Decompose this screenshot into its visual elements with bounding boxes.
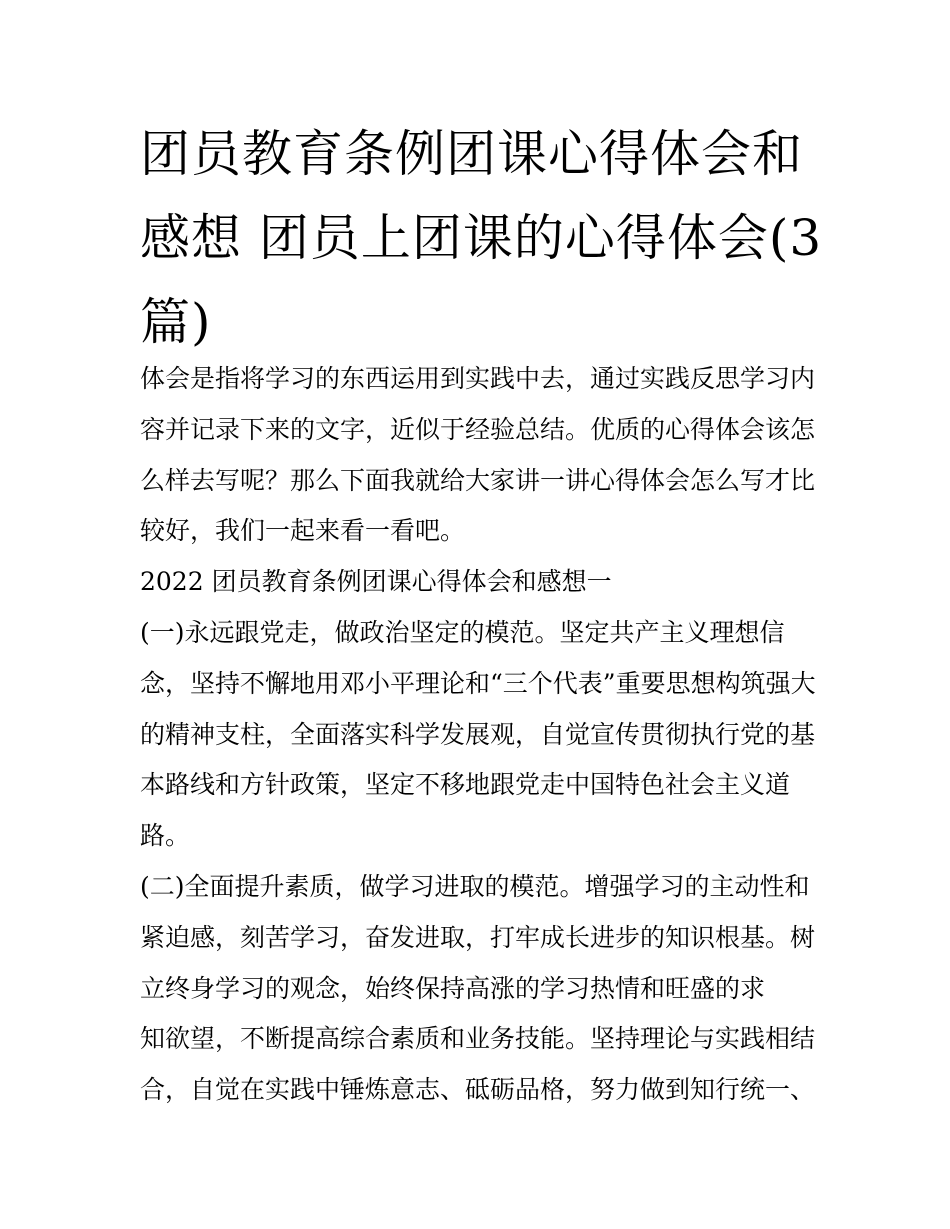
text-line: (二)全面提升素质，做学习进取的模范。增强学习的主动性和 xyxy=(140,871,810,901)
text-line: 念，坚持不懈地用邓小平理论和“三个代表”重要思想构筑强大 xyxy=(140,668,816,698)
text-line: 么样去写呢？那么下面我就给大家讲一讲心得体会怎么写才比 xyxy=(140,465,816,495)
point-two-paragraph xyxy=(140,862,820,1116)
intro-paragraph xyxy=(140,354,820,557)
text-line: 本路线和方针政策，坚定不移地跟党走中国特色社会主义道 xyxy=(140,770,791,800)
text-line: 合，自觉在实践中锤炼意志、砥砺品格，努力做到知行统一、 xyxy=(140,1075,816,1105)
title-line: 篇) xyxy=(140,293,212,351)
text-line: 体会是指将学习的东西运用到实践中去，通过实践反思学习内 xyxy=(140,364,816,393)
document-title xyxy=(140,112,823,364)
text-line: 立终身学习的观念，始终保持高涨的学习热情和旺盛的求 xyxy=(140,973,766,1003)
text-line: 知欲望，不断提高综合素质和业务技能。坚持理论与实践相结 xyxy=(140,1024,816,1054)
section-heading xyxy=(140,557,820,608)
point-one-paragraph xyxy=(140,608,820,862)
text-line: 紧迫感，刻苦学习，奋发进取，打牢成长进步的知识根基。树 xyxy=(140,922,816,952)
text-line: 2022 团员教育条例团课心得体会和感想一 xyxy=(140,567,612,597)
text-line: 较好，我们一起来看一看吧。 xyxy=(140,516,466,546)
text-line: 容并记录下来的文字，近似于经验总结。优质的心得体会该怎 xyxy=(140,414,816,444)
text-line: 路。 xyxy=(140,821,191,851)
document-body xyxy=(140,354,820,1116)
title-line: 感想 团员上团课的心得体会(3 xyxy=(140,209,823,267)
title-line: 团员教育条例团课心得体会和 xyxy=(140,125,803,183)
text-line: 的精神支柱，全面落实科学发展观，自觉宣传贯彻执行党的基 xyxy=(140,719,816,749)
text-line: (一)永远跟党走，做政治坚定的模范。坚定共产主义理想信 xyxy=(140,617,785,647)
